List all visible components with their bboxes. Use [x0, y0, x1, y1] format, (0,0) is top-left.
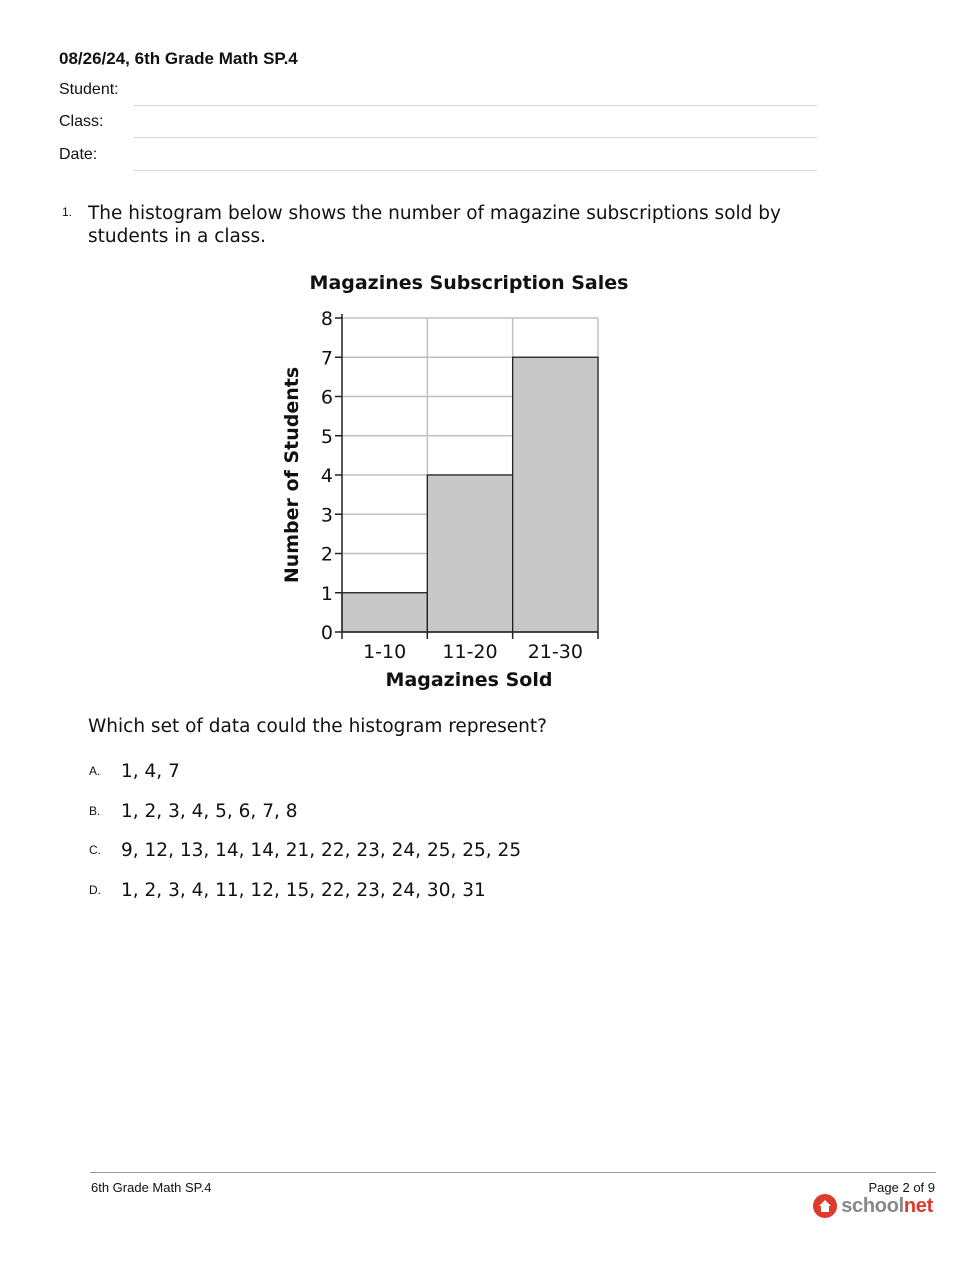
y-tick-label-0: 0: [320, 622, 333, 644]
home-icon: [813, 1194, 837, 1218]
option-a-letter: A.: [89, 764, 101, 778]
date-line: [134, 170, 817, 171]
y-tick-label-3: 3: [320, 504, 333, 527]
question-number: 1.: [62, 205, 73, 219]
sub-question-text: Which set of data could the histogram represent?: [88, 716, 547, 737]
y-tick-label-7: 7: [320, 347, 333, 370]
option-a-text: 1, 4, 7: [121, 761, 180, 782]
histogram-chart: [270, 262, 650, 702]
question-text: The histogram below shows the number of magazine subscriptions sold by students in a class.: [88, 203, 781, 247]
y-tick-label-6: 6: [320, 386, 333, 409]
option-d-letter: D.: [89, 883, 101, 897]
x-tick-label-11-20: 11-20: [442, 641, 498, 663]
option-c-letter: C.: [89, 843, 101, 857]
page-number: Page 2 of 9: [868, 1180, 935, 1195]
worksheet-title: 08/26/24, 6th Grade Math SP.4: [59, 49, 298, 68]
y-tick-label-8: 8: [320, 308, 333, 330]
option-b-text: 1, 2, 3, 4, 5, 6, 7, 8: [121, 801, 298, 822]
y-tick-label-2: 2: [320, 543, 333, 566]
student-label: Student:: [59, 81, 119, 98]
y-tick-label-1: 1: [320, 582, 333, 605]
y-tick-label-4: 4: [320, 465, 333, 487]
bar-21-30: [513, 357, 598, 632]
schoolnet-logo: [813, 1194, 933, 1218]
footer-course: 6th Grade Math SP.4: [91, 1180, 212, 1195]
option-c-text: 9, 12, 13, 14, 14, 21, 22, 23, 24, 25, 25, 25: [121, 840, 522, 861]
bar-11-20: [427, 475, 512, 632]
x-axis-label: Magazines Sold: [385, 669, 553, 691]
y-axis-label: Number of Students: [281, 366, 303, 584]
footer-divider: [90, 1172, 936, 1173]
x-tick-label-21-30: 21-30: [527, 641, 583, 663]
student-line: [134, 105, 817, 106]
y-tick-label-5: 5: [320, 425, 333, 448]
date-label: Date:: [59, 146, 98, 163]
x-tick-label-1-10: 1-10: [363, 641, 407, 663]
chart-title: Magazines Subscription Sales: [309, 272, 629, 294]
class-line: [134, 137, 817, 138]
class-label: Class:: [59, 113, 104, 130]
option-b-letter: B.: [89, 804, 101, 818]
option-d-text: 1, 2, 3, 4, 11, 12, 15, 22, 23, 24, 30, 31: [121, 880, 486, 901]
logo-wordmark: schoolnet: [841, 1194, 933, 1217]
bar-1-10: [342, 593, 427, 632]
